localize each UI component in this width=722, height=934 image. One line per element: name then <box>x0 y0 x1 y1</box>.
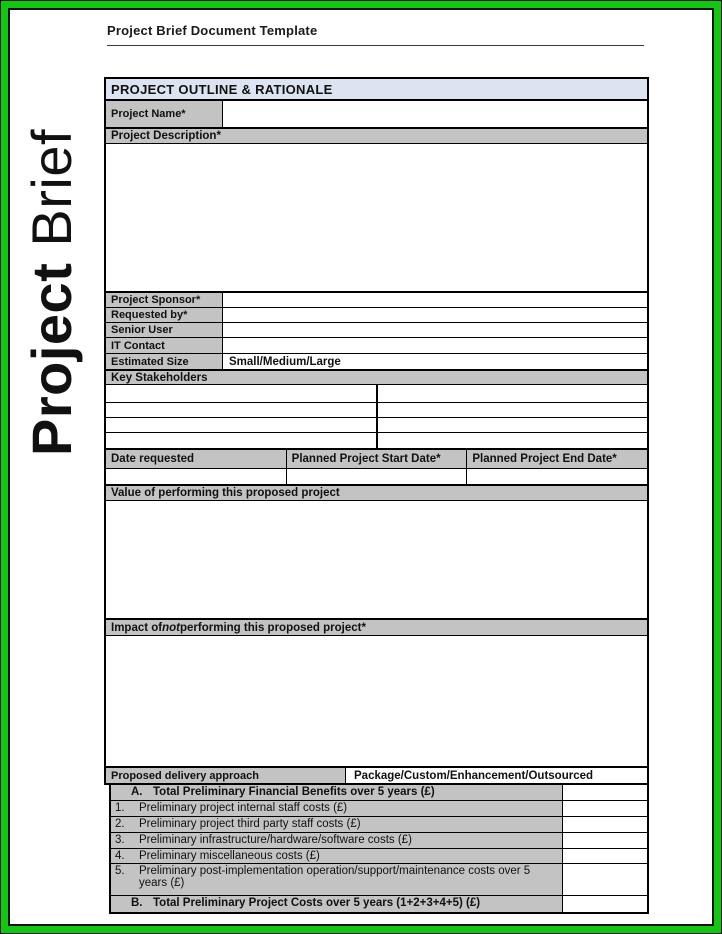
planned-end-date-input[interactable] <box>466 469 647 484</box>
cost-row-label: Preliminary project third party staff costs (£) <box>139 818 361 830</box>
value-of-performing-input[interactable] <box>106 500 647 618</box>
cost-row-label: Preliminary post-implementation operation/support/maintenance costs over 5 years (£) <box>139 865 531 889</box>
senior-user-label: Senior User <box>106 323 223 337</box>
cost-value-cell[interactable] <box>562 785 647 800</box>
cost-row <box>111 816 647 832</box>
cost-value-cell[interactable] <box>562 849 647 863</box>
project-name-input[interactable] <box>223 101 647 127</box>
impact-of-not-performing-input[interactable] <box>106 635 647 766</box>
project-outline-table <box>104 77 649 785</box>
project-sponsor-input[interactable] <box>223 293 647 307</box>
cost-value-cell[interactable] <box>562 896 647 912</box>
value-of-performing-header: Value of performing this proposed project <box>106 484 647 500</box>
side-word-brief: Brief <box>20 128 83 247</box>
stakeholder-input[interactable] <box>376 403 648 417</box>
project-sponsor-label: Project Sponsor* <box>106 293 223 307</box>
stakeholder-input[interactable] <box>376 418 648 432</box>
delivery-approach-label: Proposed delivery approach <box>106 768 346 783</box>
stakeholder-input[interactable] <box>106 418 376 432</box>
cost-value-cell[interactable] <box>562 817 647 832</box>
cost-row-num: 5. <box>115 865 125 877</box>
delivery-approach-value[interactable]: Package/Custom/Enhancement/Outsourced <box>354 769 594 782</box>
project-description-label: Project Description* <box>106 127 647 143</box>
estimated-size-row <box>106 353 647 369</box>
estimated-size-label: Estimated Size <box>106 354 223 369</box>
cost-row-num: B. <box>131 897 143 909</box>
senior-user-input[interactable] <box>223 323 647 337</box>
dates-input-row <box>106 468 647 484</box>
cost-row-label: Preliminary project internal staff costs (£) <box>139 802 348 814</box>
cost-row-num: 3. <box>115 834 125 846</box>
impact-header-emphasis: not <box>162 621 181 634</box>
cost-row <box>111 863 647 895</box>
project-description-input[interactable] <box>106 143 647 291</box>
stakeholder-row <box>106 402 647 417</box>
key-stakeholders-header: Key Stakeholders <box>106 369 647 384</box>
cost-table <box>109 783 649 914</box>
cost-row-total-benefits <box>111 785 647 800</box>
requested-by-label: Requested by* <box>106 308 223 322</box>
cost-row-label: Total Preliminary Project Costs over 5 years (1+2+3+4+5) (£) <box>153 897 481 909</box>
cost-row-num: 4. <box>115 850 125 862</box>
stakeholder-input[interactable] <box>376 433 648 448</box>
delivery-approach-row <box>106 766 647 783</box>
planned-start-date-input[interactable] <box>286 469 467 484</box>
cost-row-num: 2. <box>115 818 125 830</box>
side-word-project: Project <box>20 262 83 456</box>
cost-row-label: Preliminary infrastructure/hardware/software costs (£) <box>139 834 412 846</box>
stakeholder-input[interactable] <box>376 385 648 402</box>
document-page <box>8 8 714 926</box>
cost-row-num: 1. <box>115 802 125 814</box>
estimated-size-value[interactable]: Small/Medium/Large <box>229 355 341 368</box>
planned-end-date-label: Planned Project End Date* <box>466 450 647 468</box>
stakeholder-input[interactable] <box>106 433 376 448</box>
impact-of-not-performing-header <box>106 618 647 635</box>
dates-header-row <box>106 448 647 468</box>
cost-row-label: Preliminary miscellaneous costs (£) <box>139 850 320 862</box>
cost-value-cell[interactable] <box>562 833 647 848</box>
stakeholder-row <box>106 432 647 448</box>
doc-title: Project Brief Document Template <box>107 23 318 38</box>
cost-row <box>111 848 647 863</box>
requested-by-input[interactable] <box>223 308 647 322</box>
side-watermark <box>20 128 83 456</box>
stakeholder-input[interactable] <box>106 385 376 402</box>
date-requested-input[interactable] <box>106 469 286 484</box>
stakeholder-row <box>106 384 647 402</box>
planned-start-date-label: Planned Project Start Date* <box>286 450 467 468</box>
cost-row <box>111 800 647 816</box>
it-contact-label: IT Contact <box>106 338 223 353</box>
it-contact-input[interactable] <box>223 338 647 353</box>
impact-header-pre: Impact of <box>111 621 163 634</box>
it-contact-row <box>106 337 647 353</box>
stakeholder-row <box>106 417 647 432</box>
cost-value-cell[interactable] <box>562 801 647 816</box>
project-name-label: Project Name* <box>106 101 223 127</box>
project-name-row <box>106 99 647 127</box>
cost-value-cell[interactable] <box>562 864 647 895</box>
cost-row-num: A. <box>131 786 143 798</box>
impact-header-post: performing this proposed project* <box>180 621 366 634</box>
requested-by-row <box>106 307 647 322</box>
cost-row-label: Total Preliminary Financial Benefits over 5 years (£) <box>153 786 435 798</box>
cost-row <box>111 832 647 848</box>
date-requested-label: Date requested <box>106 450 286 468</box>
project-sponsor-row <box>106 291 647 307</box>
senior-user-row <box>106 322 647 337</box>
cost-row-total-costs <box>111 895 647 912</box>
doc-header <box>107 22 644 46</box>
section-header-outline-rationale: PROJECT OUTLINE & RATIONALE <box>106 79 647 99</box>
stakeholder-input[interactable] <box>106 403 376 417</box>
